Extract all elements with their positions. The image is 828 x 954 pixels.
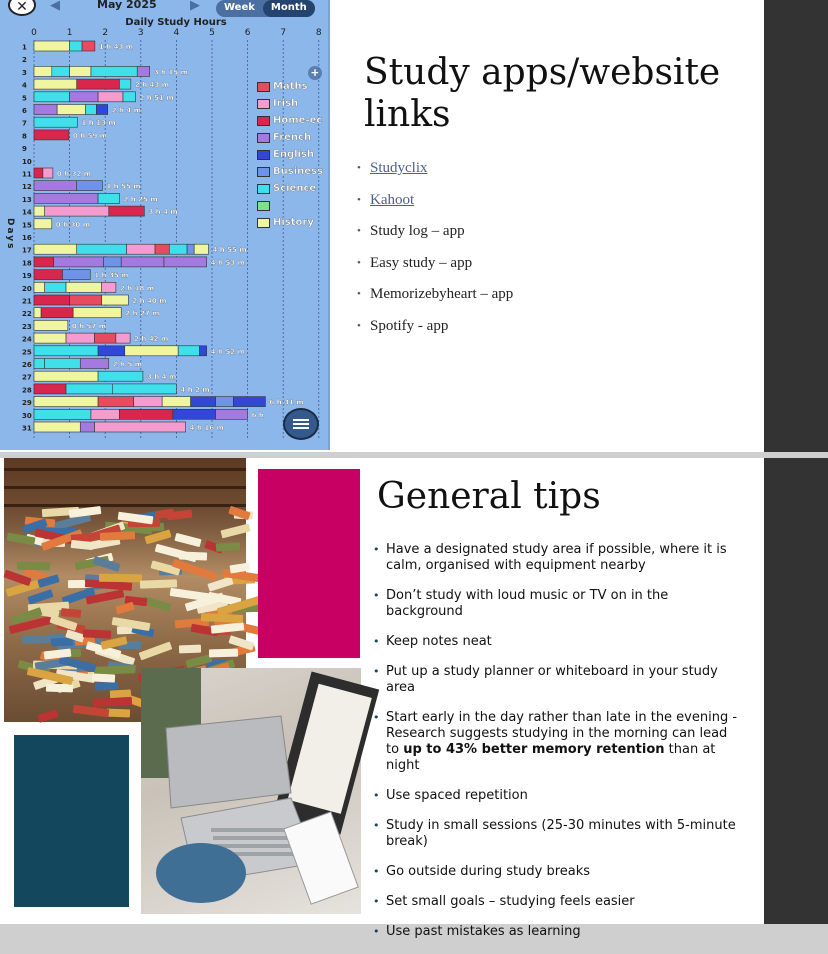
bar-value-label: 2 h 25 m	[123, 195, 158, 204]
book-shape	[83, 629, 112, 638]
day-label: 28	[22, 386, 32, 395]
bar-segment	[82, 41, 95, 51]
day-label: 4	[22, 81, 27, 90]
slide-title: General tips	[377, 476, 601, 517]
book-shape	[71, 540, 94, 550]
app-link[interactable]: • Kahoot	[370, 191, 415, 208]
bar-segment	[34, 257, 54, 267]
tip-item	[373, 542, 743, 574]
book-shape	[216, 543, 240, 552]
tab-month[interactable]: Month	[263, 0, 315, 17]
bar-segment	[216, 409, 248, 419]
bar-segment	[98, 371, 143, 381]
day-label: 1	[22, 43, 27, 52]
shelf-line	[4, 504, 246, 507]
book-shape	[46, 684, 73, 693]
bar-segment	[66, 282, 102, 292]
bar-segment	[98, 346, 125, 356]
bar-segment	[125, 346, 178, 356]
bar-value-label: 2 h 27 m	[125, 309, 160, 318]
bar-segment	[77, 79, 120, 89]
day-label: 14	[22, 208, 32, 217]
bar-segment	[34, 384, 66, 394]
bar-segment	[66, 384, 112, 394]
tip-text: Use past mistakes as learning	[386, 924, 581, 939]
book-shape	[92, 673, 115, 682]
x-tick-label: 7	[280, 28, 287, 38]
side-band	[764, 458, 828, 924]
tab-week[interactable]: Week	[224, 2, 255, 13]
bar-segment	[77, 244, 127, 254]
bar-value-label: 2 h 40 m	[132, 297, 167, 305]
bar-segment	[34, 117, 77, 127]
tip-text: Start early in the day rather than late in the evening - Research suggests studying in the morning can lead to	[386, 710, 738, 757]
day-label: 8	[22, 132, 27, 141]
tip-text: Use spaced repetition	[386, 788, 528, 803]
bar-segment	[34, 397, 98, 407]
day-label: 12	[22, 183, 32, 192]
tip-item	[373, 894, 743, 910]
x-tick-label: 1	[66, 28, 73, 38]
bar-value-label: 2 h 18 m	[119, 284, 155, 293]
bar-segment	[216, 397, 234, 407]
x-tick-label: 6	[244, 28, 251, 38]
day-label: 18	[22, 259, 32, 268]
tip-text: Go outside during study breaks	[386, 864, 591, 879]
bar-segment	[43, 168, 53, 178]
tip-item	[373, 864, 743, 880]
tip-text: Keep notes neat	[386, 634, 492, 649]
x-tick-label: 8	[315, 28, 322, 38]
bar-segment	[162, 397, 190, 407]
book-shape	[72, 705, 109, 717]
bar-segment	[80, 359, 108, 369]
bar-segment	[178, 346, 199, 356]
bar-value-label: 3 h 4 m	[146, 373, 177, 382]
bar-segment	[169, 244, 187, 254]
apps-list-item	[357, 160, 513, 192]
legend-item	[257, 146, 323, 163]
legend-swatch	[257, 218, 270, 228]
bar-segment	[34, 409, 91, 419]
bar-segment	[54, 257, 104, 267]
day-label: 24	[22, 335, 32, 344]
study-hours-app	[0, 0, 330, 450]
bar-segment	[41, 308, 73, 318]
bar-value-label: 3 h 15 m	[153, 68, 188, 77]
bar-segment	[34, 79, 77, 89]
chart-title: Daily Study Hours	[125, 17, 227, 28]
bar-segment	[200, 346, 207, 356]
legend-swatch	[257, 201, 270, 211]
slide-general-tips	[0, 458, 828, 939]
bar-segment	[34, 66, 52, 76]
day-label: 13	[22, 195, 32, 204]
bar-value-label: 2 h 51 m	[139, 93, 174, 102]
bar-segment	[34, 282, 45, 292]
bar-segment	[119, 79, 130, 89]
x-tick-label: 5	[209, 28, 215, 38]
slide-title: Study apps/website links	[364, 52, 721, 135]
legend-item	[257, 112, 323, 129]
magenta-block	[258, 469, 360, 658]
app-name: • Study log – app	[370, 223, 465, 240]
tip-item	[373, 634, 743, 650]
legend-swatch	[257, 133, 270, 143]
apps-list-item	[357, 192, 513, 224]
bar-value-label: 2 h 5 m	[112, 360, 143, 369]
book-shape	[106, 708, 130, 717]
book-shape	[37, 709, 59, 723]
bar-value-label: 2 h 4 m	[111, 106, 142, 115]
tip-text: Don’t study with loud music or TV on in the background	[386, 588, 669, 619]
bar-value-label: 0 h 59 m	[72, 131, 108, 140]
legend-item	[257, 197, 323, 214]
x-tick-label: 2	[102, 28, 109, 38]
day-label: 19	[22, 272, 32, 281]
legend-item	[257, 214, 323, 231]
bar-segment	[109, 206, 145, 216]
bar-value-label: 0 h 30 m	[55, 220, 91, 229]
day-label: 20	[22, 284, 32, 293]
bar-segment	[34, 270, 62, 280]
bar-segment	[52, 66, 70, 76]
tip-text: than at night	[386, 742, 716, 773]
bar-value-label: 0 h 57 m	[71, 322, 107, 331]
y-axis-label: Days	[5, 218, 15, 251]
book-shape	[93, 697, 132, 707]
bar-segment	[34, 168, 43, 178]
book-shape	[220, 523, 250, 538]
tip-text: Have a designated study area if possible, where it is calm, organised with equipment nearby	[386, 542, 727, 573]
bar-segment	[95, 422, 186, 432]
month-label: May 2025	[97, 0, 157, 11]
bar-segment	[70, 295, 102, 305]
book-shape	[174, 533, 201, 547]
day-label: 21	[22, 297, 32, 306]
legend-label: English	[273, 149, 315, 160]
bar-value-label: 1 h 35 m	[94, 271, 129, 280]
legend-item	[257, 129, 323, 146]
book-shape	[209, 649, 238, 658]
close-icon[interactable]: ✕	[8, 0, 36, 16]
legend-swatch	[257, 82, 270, 92]
side-band	[764, 0, 828, 452]
bar-segment	[77, 181, 103, 191]
bar-segment	[45, 359, 81, 369]
bar-segment	[34, 320, 68, 330]
legend-swatch	[257, 184, 270, 194]
bar-segment	[34, 206, 45, 216]
tip-emphasis: up to 43% better memory retention	[403, 742, 665, 757]
legend-swatch	[257, 99, 270, 109]
bar-segment	[194, 244, 208, 254]
bar-segment	[62, 270, 90, 280]
bar-value-label: 2 h 42 m	[134, 335, 169, 344]
bar-segment	[70, 66, 91, 76]
bar-segment	[34, 422, 80, 432]
x-tick-label: 0	[31, 28, 37, 38]
bar-segment	[98, 193, 119, 203]
tip-text: Set small goals – studying feels easier	[386, 894, 635, 909]
book-shape	[178, 645, 200, 654]
bar-segment	[121, 257, 164, 267]
bar-segment	[91, 409, 119, 419]
day-label: 11	[22, 170, 32, 179]
bar-value-label: 2 h 43 m	[134, 81, 170, 90]
tips-list	[373, 542, 743, 954]
apps-list-item	[357, 255, 513, 287]
bar-value-label: 4 h 2 m	[180, 385, 210, 394]
day-label: 7	[22, 119, 27, 128]
book-shape	[17, 562, 50, 571]
day-label: 6	[22, 107, 27, 115]
bar-segment	[91, 66, 137, 76]
bar-value-label: 3 h 4 m	[148, 208, 178, 217]
legend-label: Maths	[273, 81, 308, 92]
book-shape	[100, 531, 136, 541]
legend-label: Irish	[273, 98, 299, 109]
bar-segment	[34, 219, 52, 229]
bar-segment	[34, 359, 45, 369]
laptop-photo	[141, 668, 361, 914]
apps-list-item	[357, 318, 513, 350]
bar-segment	[233, 397, 265, 407]
bar-segment	[127, 244, 155, 254]
book-shape	[138, 641, 171, 660]
bar-segment	[57, 105, 85, 115]
bar-segment	[70, 41, 82, 51]
shelf-line	[4, 468, 246, 471]
bar-segment	[34, 130, 69, 140]
bar-value-label: 0 h 32 m	[56, 170, 92, 178]
bar-segment	[80, 422, 94, 432]
bar-segment	[34, 308, 41, 318]
day-label: 10	[22, 157, 32, 166]
legend-item	[257, 95, 323, 112]
day-label: 25	[22, 348, 32, 357]
bar-segment	[123, 92, 135, 102]
bar-value-label: 4 h 16 m	[189, 424, 224, 432]
bar-segment	[155, 244, 169, 254]
bar-segment	[164, 257, 207, 267]
tip-item	[373, 664, 743, 696]
book-shape	[61, 608, 82, 618]
bar-segment	[98, 397, 134, 407]
bar-segment	[137, 66, 149, 76]
bar-segment	[187, 244, 194, 254]
apps-list-item	[357, 286, 513, 318]
bar-segment	[34, 346, 98, 356]
tip-item	[373, 710, 743, 774]
day-label: 29	[22, 399, 32, 408]
app-name: • Easy study – app	[370, 254, 473, 271]
bar-segment	[95, 333, 116, 343]
bar-segment	[86, 105, 97, 115]
bar-value-label: 1 h 43 m	[98, 43, 134, 51]
bar-segment	[134, 397, 162, 407]
bar-value-label: 4 h 53 m	[210, 258, 245, 267]
day-label: 5	[22, 94, 27, 103]
day-label: 26	[22, 361, 32, 369]
legend-swatch	[257, 167, 270, 177]
day-label: 27	[22, 373, 32, 382]
tip-text: Study in small sessions (25-30 minutes with 5-minute break)	[386, 818, 736, 849]
legend-swatch	[257, 150, 270, 160]
tip-item	[373, 588, 743, 620]
book-shape	[115, 602, 135, 615]
book-shape	[51, 638, 73, 647]
apps-list	[357, 160, 513, 350]
day-label: 23	[22, 322, 32, 331]
bar-value-label: 4 h 55 m	[212, 246, 247, 255]
bar-segment	[73, 308, 121, 318]
legend-swatch	[257, 116, 270, 126]
day-label: 22	[22, 310, 32, 319]
legend-label: Science	[273, 183, 317, 194]
legend-item	[257, 163, 323, 180]
bar-segment	[34, 92, 70, 102]
bar-segment	[98, 92, 123, 102]
bar-value-label: 6 h	[251, 411, 264, 420]
tip-item	[373, 924, 743, 940]
legend-label: Home-ec	[273, 115, 323, 126]
bar-segment	[34, 193, 98, 203]
day-label: 3	[22, 68, 27, 77]
bar-segment	[96, 105, 107, 115]
slide-study-apps	[0, 0, 828, 452]
bar-segment	[116, 333, 130, 343]
bar-segment	[191, 397, 216, 407]
app-name: • Memorizebyheart – app	[370, 286, 514, 303]
bar-value-label: 1 h 55 m	[106, 182, 141, 191]
triangle-right-icon[interactable]: ▶	[190, 0, 200, 12]
bar-segment	[103, 257, 121, 267]
book-shape	[169, 588, 214, 602]
tip-item	[373, 788, 743, 804]
bar-segment	[45, 282, 66, 292]
day-label: 9	[22, 145, 27, 154]
bar-segment	[34, 371, 98, 381]
menu-icon[interactable]	[283, 408, 319, 440]
legend-label: French	[273, 132, 312, 143]
day-label: 16	[22, 234, 32, 242]
x-tick-label: 3	[137, 28, 144, 38]
day-label: 2	[22, 56, 27, 65]
legend-label: History	[273, 217, 314, 228]
bar-segment	[34, 105, 57, 115]
legend-label: Business	[273, 166, 323, 177]
bar-segment	[45, 206, 109, 216]
day-label: 15	[22, 221, 32, 230]
day-label: 30	[22, 411, 32, 420]
apps-list-item	[357, 223, 513, 255]
bar-segment	[34, 244, 77, 254]
legend-item	[257, 180, 323, 197]
tip-item	[373, 818, 743, 850]
day-label: 17	[22, 246, 32, 255]
bar-segment	[173, 409, 216, 419]
bar-value-label: 4 h 52 m	[210, 347, 245, 356]
plus-icon[interactable]: +	[308, 66, 322, 80]
book-shape	[99, 573, 142, 581]
bar-value-label: 1 h 13 m	[81, 119, 116, 128]
book-shape	[230, 562, 251, 573]
bar-segment	[112, 384, 176, 394]
bar-segment	[34, 295, 70, 305]
bar-value-label: 6 h 31 m	[269, 398, 304, 407]
app-link[interactable]: • Studyclix	[370, 160, 428, 176]
shelf-line	[4, 486, 246, 489]
app-name: • Spotify - app	[370, 317, 449, 334]
bar-segment	[70, 92, 98, 102]
x-tick-label: 4	[173, 28, 180, 38]
triangle-left-icon[interactable]: ◀	[50, 0, 60, 12]
bar-segment	[102, 282, 116, 292]
bar-segment	[102, 295, 129, 305]
legend-item	[257, 78, 323, 95]
bar-segment	[34, 181, 77, 191]
teal-block	[14, 735, 129, 907]
tip-text: Put up a study planner or whiteboard in your study area	[386, 664, 718, 695]
chart-legend	[257, 78, 323, 231]
day-label: 31	[22, 424, 32, 433]
bar-segment	[34, 41, 70, 51]
bar-segment	[66, 333, 94, 343]
bar-segment	[119, 409, 172, 419]
bar-segment	[34, 333, 66, 343]
